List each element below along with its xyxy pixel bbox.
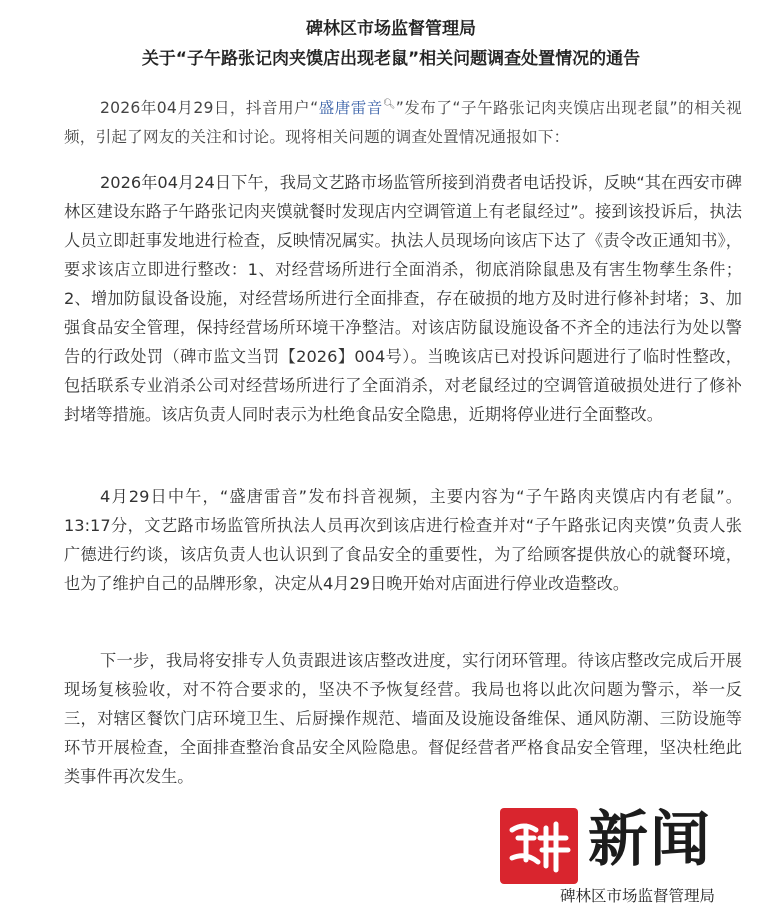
zi-niu-logo (500, 808, 578, 884)
watermark-caption: 碑林区市场监督管理局 (560, 887, 716, 905)
zi-niu-logo-glyph (500, 808, 578, 884)
news-brand-wordmark: 新闻 (588, 805, 712, 875)
search-icon[interactable]: 🔍︎ (382, 99, 396, 110)
intro-paragraph (64, 90, 742, 152)
intro-text-after-user: ”发布了“子午路张记肉夹馍店出现老鼠”的相关视频，引起了网友的关注和讨论。现将相关问题的调查处置情况通报如下： (64, 99, 742, 147)
body-paragraph-next-steps: 下一步，我局将安排专人负责跟进该店整改进度，实行闭环管理。待该店整改完成后开展现场复核验收，对不符合要求的，坚决不予恢复经营。我局也将以此次问题为警示，举一反三，对辖区餐饮门店环境卫生、后厨操作规范、墙面及设施设备维保、通风防潮、三防设施等环节开展检查，全面排查整治食品安全风险隐患。督促经营者严格食品安全管理，坚决杜绝此类事件再次发生。 (64, 651, 742, 786)
agency-title: 碑林区市场监督管理局 (306, 19, 476, 39)
intro-text-before-user: 抖音用户“ (245, 99, 319, 118)
notice-title: 关于“子午路张记肉夹馍店出现老鼠”相关问题调查处置情况的通告 (141, 49, 641, 69)
intro-date: 2026年04月29日， (100, 99, 246, 118)
douyin-user-link[interactable]: 盛唐雷音 (318, 99, 383, 118)
body-paragraph-complaint: 2026年04月24日下午，我局文艺路市场监管所接到消费者电话投诉，反映“其在西安市碑林区建设东路子午路张记肉夹馍就餐时发现店内空调管道上有老鼠经过”。接到该投诉后，执法人员立即赶事发地进行检查，反映情况属实。执法人员现场向该店下达了《责令改正通知书》，要求该店立即进行整改：1、对经营场所进行全面消杀，彻底消除鼠患及有害生物孳生条件；2、增加防鼠设备设施，对经营场所进行全面排查，存在破损的地方及时进行修补封堵；3、加强食品安全管理，保持经营场所环境干净整洁。对该店防鼠设施设备不齐全的违法行为处以警告的行政处罚（碑市监文当罚【2026】004号）。当晚该店已对投诉问题进行了临时性整改，包括联系专业消杀公司对经营场所进行了全面消杀，对老鼠经过的空调管道破损处进行了修补封堵等措施。该店负责人同时表示为杜绝食品安全隐患，近期将停业进行全面整改。 (64, 173, 742, 424)
body-paragraph-followup: 4月29日中午，“盛唐雷音”发布抖音视频，主要内容为“子午路肉夹馍店内有老鼠”。13:17分，文艺路市场监管所执法人员再次到该店进行检查并对“子午路张记肉夹馍”负责人张广德进行约谈，该店负责人也认识到了食品安全的重要性，为了给顾客提供放心的就餐环境，也为了维护自己的品牌形象，决定从4月29日晚开始对店面进行停业改造整改。 (64, 487, 742, 593)
